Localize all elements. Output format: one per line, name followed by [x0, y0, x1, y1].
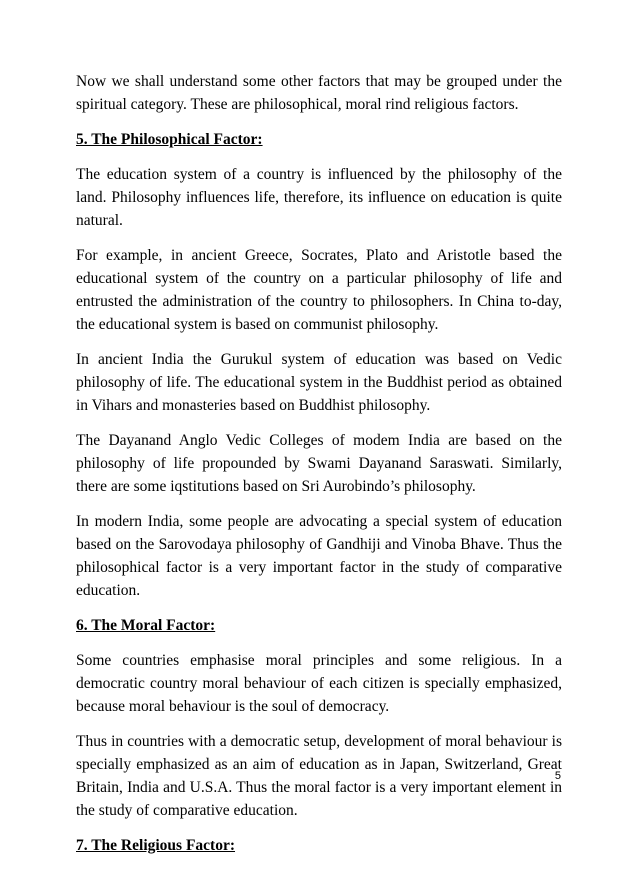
paragraph: The education system of a country is influenced by the philosophy of the land. Philosophy influences life, therefore, its influence on education is quite natural.: [76, 166, 562, 229]
document-page: [76, 70, 562, 869]
heading-moral-factor: 6. The Moral Factor:: [76, 617, 216, 634]
intro-paragraph: Now we shall understand some other factors that may be grouped under the spiritual category. These are philosophical, moral rind religious factors.: [76, 73, 562, 113]
heading-religious-factor: 7. The Religious Factor:: [76, 837, 236, 854]
paragraph: In modern India, some people are advocating a special system of education based on the Sarovodaya philosophy of Gandhiji and Vinoba Bhave. Thus the philosophical factor is a very important factor in the study of comparative education.: [76, 513, 562, 599]
heading-philosophical-factor: 5. The Philosophical Factor:: [76, 131, 263, 148]
paragraph: Thus in countries with a democratic setup, development of moral behaviour is specially emphasized as an aim of education as in Japan, Switzerland, Great Britain, India and U.S.A. Thus the moral factor is a very important element in the study of comparative education.: [76, 733, 562, 819]
paragraph: The Dayanand Anglo Vedic Colleges of modem India are based on the philosophy of life propounded by Swami Dayanand Saraswati. Similarly, there are some iqstitutions based on Sri Aurobindo’s philosophy.: [76, 432, 562, 495]
paragraph: In ancient India the Gurukul system of education was based on Vedic philosophy of life. The educational system in the Buddhist period as obtained in Vihars and monasteries based on Buddhist philosophy.: [76, 351, 562, 414]
paragraph: Some countries emphasise moral principles and some religious. In a democratic country moral behaviour of each citizen is specially emphasized, because moral behaviour is the soul of democracy.: [76, 652, 562, 715]
page-number: 5: [554, 770, 561, 782]
paragraph: For example, in ancient Greece, Socrates, Plato and Aristotle based the educational system of the country on a particular philosophy of life and entrusted the administration of the country to philosophers. In China to-day, the educational system is based on communist philosophy.: [76, 247, 562, 333]
